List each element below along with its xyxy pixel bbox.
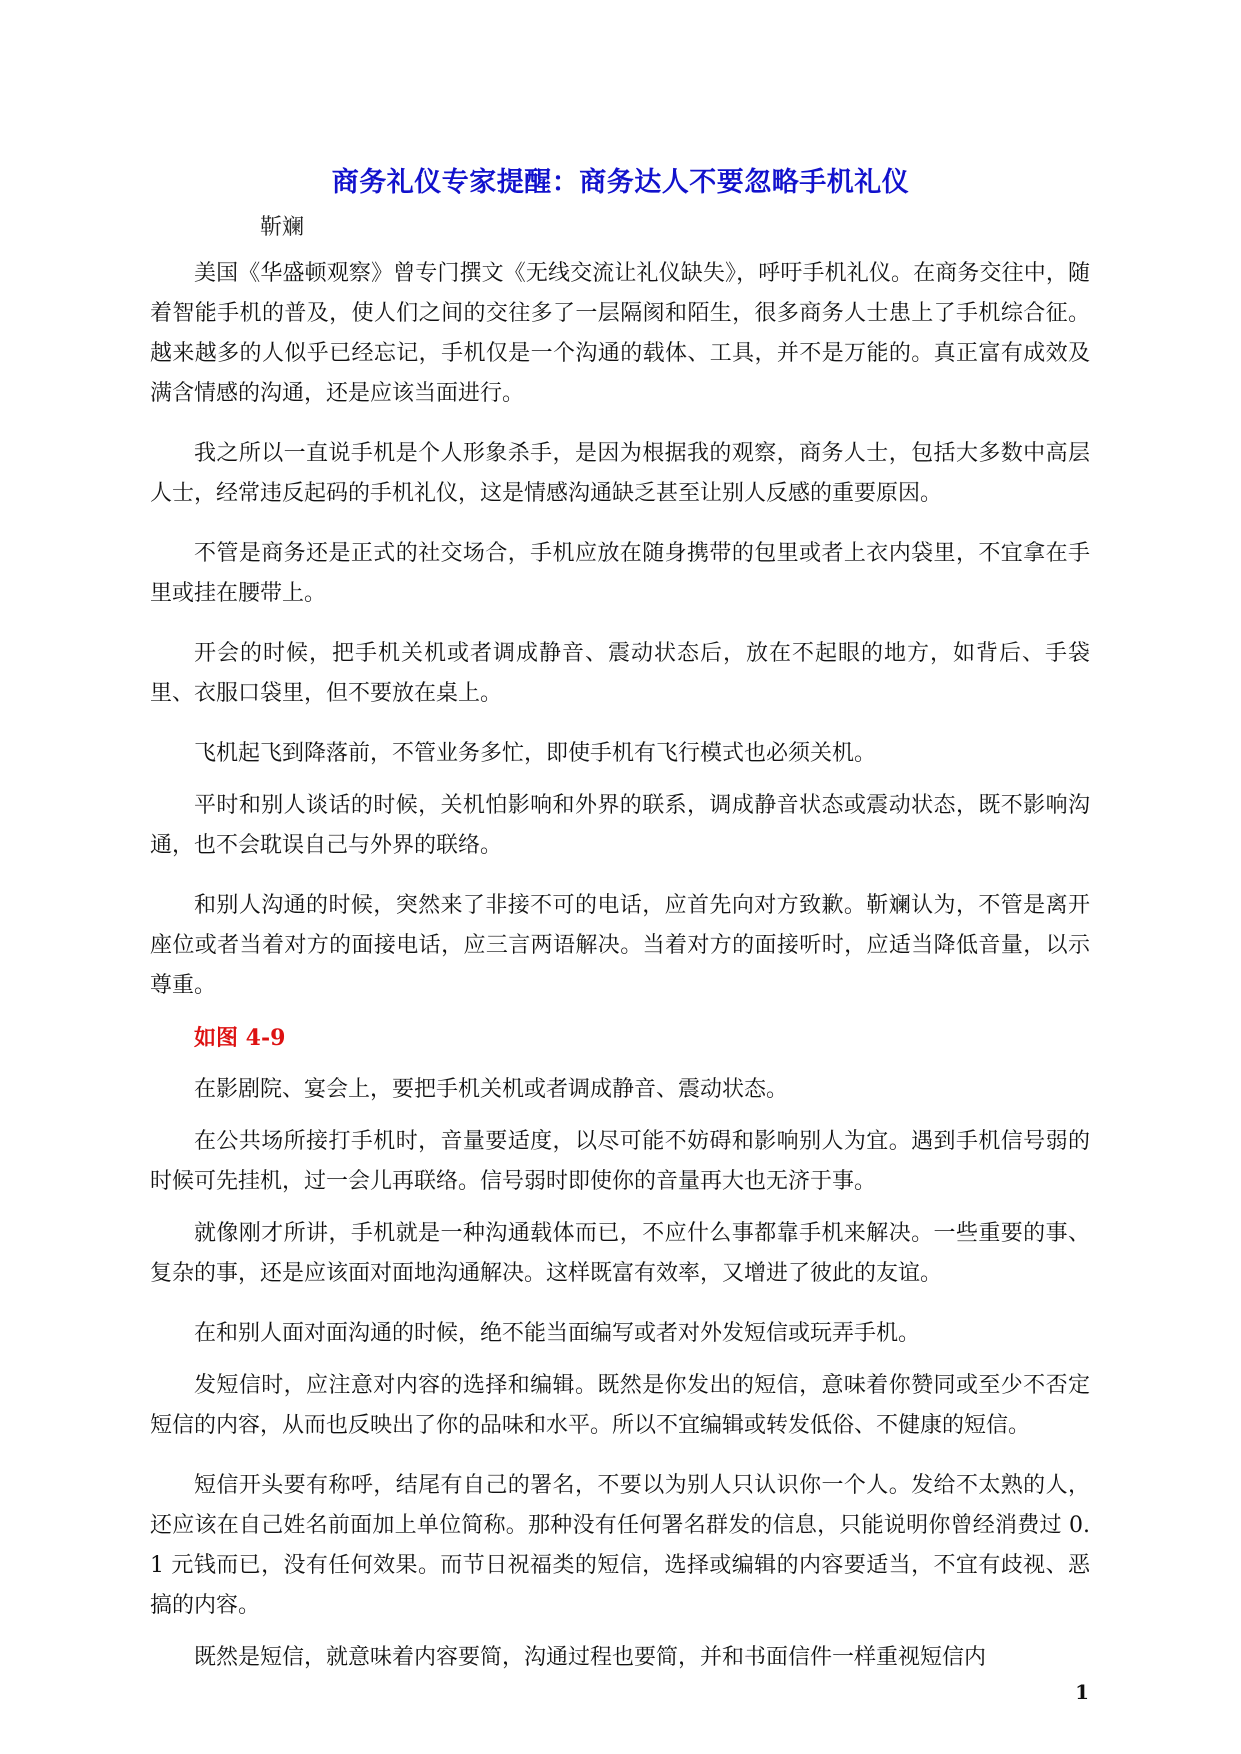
article-body (150, 254, 1090, 1698)
page-number: 1 (1075, 1680, 1089, 1704)
figure-caption: 如图 4-9 (194, 1025, 286, 1051)
paragraph: 飞机起飞到降落前，不管业务多忙，即使手机有飞行模式也必须关机。 (194, 741, 877, 766)
paragraph: 在公共场所接打手机时，音量要适度，以尽可能不妨碍和影响别人为宜。遇到手机信号弱的时候可先挂机，过一会儿再联络。信号弱时即使你的音量再大也无济于事。 (150, 1129, 1090, 1194)
author-name: 靳斓 (260, 215, 305, 240)
paragraph: 发短信时，应注意对内容的选择和编辑。既然是你发出的短信，意味着你赞同或至少不否定短信的内容，从而也反映出了你的品味和水平。所以不宜编辑或转发低俗、不健康的短信。 (150, 1373, 1090, 1438)
paragraph: 既然是短信，就意味着内容要简，沟通过程也要简，并和书面信件一样重视短信内 (194, 1645, 987, 1670)
paragraph: 开会的时候，把手机关机或者调成静音、震动状态后，放在不起眼的地方，如背后、手袋里、衣服口袋里，但不要放在桌上。 (150, 641, 1090, 706)
paragraph: 和别人沟通的时候，突然来了非接不可的电话，应首先向对方致歉。靳斓认为，不管是离开座位或者当着对方的面接电话，应三言两语解决。当着对方的面接听时，应适当降低音量，以示尊重。 (150, 893, 1090, 998)
paragraph: 在和别人面对面沟通的时候，绝不能当面编写或者对外发短信或玩弄手机。 (194, 1321, 921, 1346)
article-title: 商务礼仪专家提醒：商务达人不要忽略手机礼仪 (331, 167, 910, 198)
paragraph: 就像刚才所讲，手机就是一种沟通载体而已，不应什么事都靠手机来解决。一些重要的事、复杂的事，还是应该面对面地沟通解决。这样既富有效率，又增进了彼此的友谊。 (150, 1221, 1090, 1286)
paragraph: 在影剧院、宴会上，要把手机关机或者调成静音、震动状态。 (194, 1077, 789, 1102)
paragraph: 平时和别人谈话的时候，关机怕影响和外界的联系，调成静音状态或震动状态，既不影响沟通，也不会耽误自己与外界的联络。 (150, 793, 1090, 858)
paragraph: 不管是商务还是正式的社交场合，手机应放在随身携带的包里或者上衣内袋里，不宜拿在手里或挂在腰带上。 (150, 541, 1090, 606)
paragraph: 美国《华盛顿观察》曾专门撰文《无线交流让礼仪缺失》，呼吁手机礼仪。在商务交往中，随着智能手机的普及，使人们之间的交往多了一层隔阂和陌生，很多商务人士患上了手机综合征。越来越多的人似乎已经忘记，手机仅是一个沟通的载体、工具，并不是万能的。真正富有成效及满含情感的沟通，还是应该当面进行。 (150, 261, 1090, 406)
paragraph: 我之所以一直说手机是个人形象杀手，是因为根据我的观察，商务人士，包括大多数中高层人士，经常违反起码的手机礼仪，这是情感沟通缺乏甚至让别人反感的重要原因。 (150, 441, 1090, 506)
paragraph: 短信开头要有称呼，结尾有自己的署名，不要以为别人只认识你一个人。发给不太熟的人，还应该在自己姓名前面加上单位简称。那种没有任何署名群发的信息，只能说明你曾经消费过 0.1 元钱而已，没有任何效果。而节日祝福类的短信，选择或编辑的内容要适当，不宜有歧视、恶搞的内容。 (150, 1473, 1090, 1618)
